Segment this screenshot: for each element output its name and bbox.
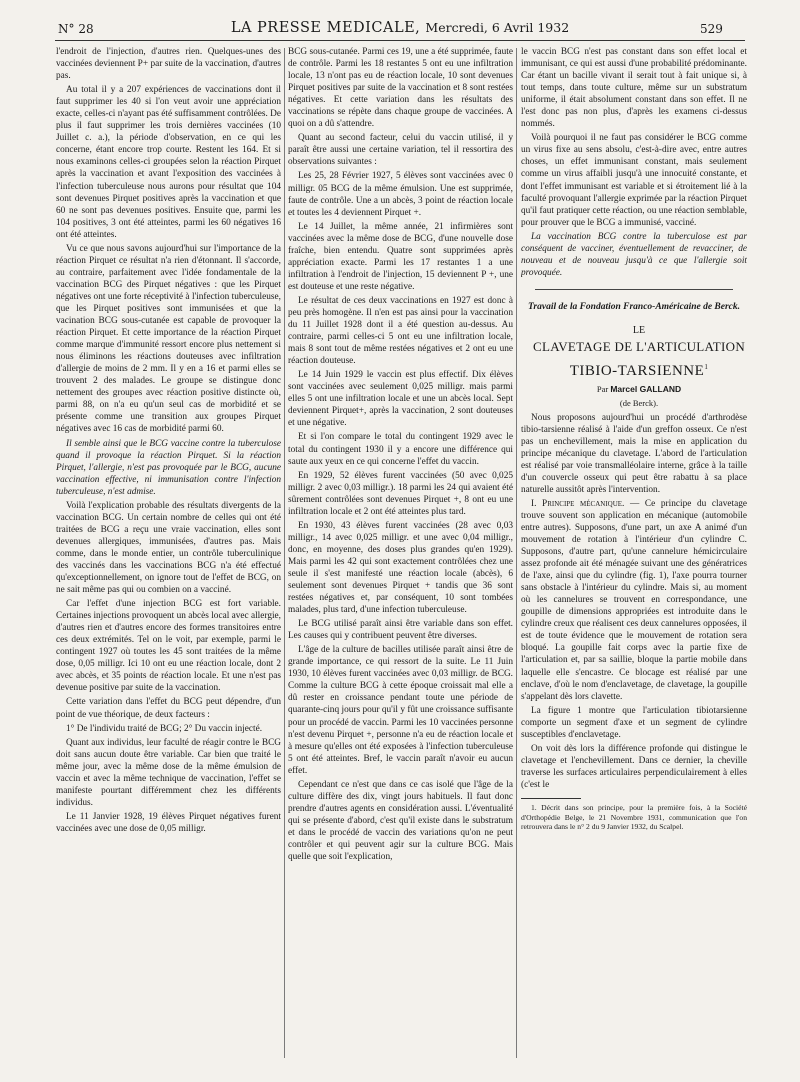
paragraph: Quant aux individus, leur faculté de réagir contre le BCG doit sans aucun doute être variable. Car bien que traité le même jour, avec la même dose de la même émulsion de vaccin et avec la même technique de vaccination, l'effet se manifeste pourtant différemment chez les différents individus.	[56, 737, 281, 808]
foundation-heading: Travail de la Fondation Franco-Américaine de Berck.	[527, 301, 741, 312]
paragraph: Quant au second facteur, celui du vaccin utilisé, il y paraît être aussi une certaine variation, tel il ressortira des observations suivantes :	[288, 133, 513, 168]
paragraph: La vaccination BCG contre la tuberculose est par conséquent de vacciner, éventuellement de revacciner, de nouveau et de nouveau jusqu'à ce que l'allergie soit provoquée.	[521, 231, 747, 278]
paragraph: Voilà pourquoi il ne faut pas considérer le BCG comme un virus fixe au sens absolu, c'est-à-dire avec, entre autres choses, un effet immunisant constant, mais seulement comme un virus affaibli jusqu'à une innocuité constante, et dont l'effet immunisant est variable et si étroitement lié à la faculté provoquant l'allergie exprimée par la réaction Pirquet qu'il faut pratiquer cette réaction, ou une réaction semblable, pour prouver que le BCG a immunisé, vacciné.	[521, 133, 747, 228]
paragraph: Cependant ce n'est que dans ce cas isolé que l'âge de la culture diffère des dix, vingt jours habituels. Il faut donc prendre d'autres agents en considération aussi. L'éventualité qui se présente d'abord, c'est qu'il existe dans le substratum et dans le procédé de vaccin des variations qu'on ne peut contrôler et qui peuvent agir sur la culture BCG. Mais quelle que soit l'explication,	[288, 779, 513, 863]
paragraph: En 1930, 43 élèves furent vaccinées (28 avec 0,03 milligr., 14 avec 0,025 milligr. et une avec 0,04 milligr., donc, en moyenne, des doses plus grandes qu'en 1929). Mais parmi les 42 qui sont exactement contrôlées chez une seule il s'est manifesté une réaction locale (abcès), 6 seulement sont devenues Pirquet + tandis que 36 sont restées négatives et, par conséquent, 10 sont tombées malades, plus tard, d'une infection tuberculeuse.	[288, 520, 513, 616]
paragraph: I. Principe mécanique. — Ce principe du clavetage trouve souvent son application en mécanique (automobile entre autres). Supposons, d'une part, un axe A animé d'un mouvement de rotation à l'intérieur d'un cylindre C. Supposons, d'autre part, qu'une cannelure hémicirculaire assez profonde ait été ménagée suivant une des génératrices de l'axe, ainsi que du cylindre (fig. 1), l'axe pourra tourner sans obstacle à l'intérieur du cylindre. Mais si, au moment où les cannelures se trouvent en correspondance, une goupille de dimensions appropriées est introduite dans le cylindre creux que réalisent ces deux cannelures opposées, il est de toute évidence que le mouvement de rotation sera bloqué. La goupille fait corps avec la partie fixe de l'articulation et, par sa saillie, bloque la partie mobile dans laquelle elle s'encastre. Ce blocage est réalisé par une enclave, d'où le nom d'enclavetage, de clavetage, la goupille s'appelant dès lors clavette.	[521, 498, 747, 702]
paragraph: l'endroit de l'injection, d'autres rien. Quelques-unes des vaccinées deviennent P+ par suite de la vaccination, d'autres pas.	[56, 47, 281, 82]
paragraph: Le 14 Juillet, la même année, 21 infirmières sont vaccinées avec la même dose de BCG, d'une nouvelle dose fraîche, bien entendu. Quatre sont supprimées après appréciation exacte. Parmi les 17 restantes 1 a une infiltration à l'endroit de l'injection, 15 deviennent P +, une est douteuse et une reste négative.	[288, 221, 513, 292]
paragraph: Car l'effet d'une injection BCG est fort variable. Certaines injections provoquent un abcès local avec allergie, d'autres rien et d'autres encore des formes transitoires entre ces deux extrémités. Tel on le voit, par exemple, parmi le contingent 1927 où toutes les 45 sont traitées de la même dose, 0,05 milligr. Ici 10 ont eu une réaction locale, dont 2 avec abcès, et 35 points de réaction locale. Et une n'est pas devenue positive par suite de la vaccination.	[56, 599, 281, 694]
issue-number: N° 28	[58, 22, 94, 36]
paragraph: On voit dès lors la différence profonde qui distingue le clavetage et l'enchevillement. Dans ce dernier, la cheville traverse les surfaces articulaires perpendiculairement à elles (c'est le	[521, 743, 747, 790]
paragraph: En 1929, 52 élèves furent vaccinées (50 avec 0,025 milligr. 2 avec 0,03 milligr.). 18 parmi les 24 qui avaient été sûrement contrôlées sont devenues Pirquet +, 8 ont eu une infiltration locale et 2 ont été atteintes plus tard.	[288, 470, 513, 517]
section-heading: I. Principe mécanique.	[531, 498, 625, 509]
article-body	[521, 412, 747, 791]
running-header	[0, 0, 800, 36]
article-continuation	[521, 46, 747, 279]
paragraph: Les 25, 28 Février 1927, 5 élèves sont vaccinées avec 0 milligr. 05 BCG de la même émulsion. Une est supprimée, faute de contrôle. Une a un abcès, 3 point de réaction locale et toutes les 4 deviennent Pirquet +.	[288, 171, 513, 218]
paragraph: Il semble ainsi que le BCG vaccine contre la tuberculose quand il provoque la réaction Pirquet. Si la réaction Pirquet, l'allergie, n'est pas provoquée par le BCG, aucune vaccination effective, ni immunisation contre l'infection tuberculeuse, n'est admise.	[56, 438, 281, 497]
article-separator	[535, 289, 733, 290]
column-divider	[284, 48, 285, 1058]
column-1	[56, 46, 281, 1066]
paragraph: Nous proposons aujourd'hui un procédé d'arthrodèse tibio-tarsienne réalisé à l'aide d'un greffon osseux. Ce n'est pas un enchevillement, mais la mise en application du principe mécanique du clavetage. L'abord de l'articulation est réalisé par voie transmalléolaire interne, grâce à la taille d'un couvercle osseux qui peut être rabattu à sa place naturelle aussitôt après l'intervention.	[521, 412, 747, 495]
journal-title-line: LA PRESSE MEDICALE, Mercredi, 6 Avril 1932	[230, 20, 570, 36]
paragraph: La figure 1 montre que l'articulation tibiotarsienne comporte un segment d'axe et un segment de cylindre susceptibles d'enclavetage.	[521, 705, 747, 740]
article-title-line-1: CLAVETAGE DE L'ARTICULATION	[532, 339, 746, 355]
author-affiliation: (de Berck).	[619, 398, 659, 409]
paragraph: Le résultat de ces deux vaccinations en 1927 est donc à peu près homogène. Il n'en est pas ainsi pour la vaccination du 11 Juillet 1928 dont il a été question au-dessus. Au contraire, parmi celles-ci 5 ont eu une infiltration locale, mais 8 sont tout de même restées négatives et 2 ont eu une réaction douteuse.	[288, 295, 513, 367]
footnote: 1. Décrit dans son principe, pour la première fois, à la Société d'Orthopédie Belge, le 21 Novembre 1931, communication que l'on retrouvera dans le n° 2 du 9 Janvier 1932, du Scalpel.	[521, 802, 747, 832]
issue-date: Mercredi, 6 Avril 1932	[425, 20, 570, 35]
paragraph: BCG sous-cutanée. Parmi ces 19, une a été supprimée, faute de contrôle. Parmi les 18 restantes 5 ont eu une infiltration locale, 13 n'ont pas eu de réaction locale, 10 sont devenues Pirquet positives par suite de la vaccination et 8 sont restées négatives. Et cette variation dans les résultats des vaccinations se répète dans chaque groupe de vaccinées. A quoi on a dû s'attendre.	[288, 47, 513, 130]
article-title-text: TIBIO-TARSIENNE	[569, 363, 705, 380]
footnote-rule	[521, 798, 581, 799]
column-divider	[516, 48, 517, 1058]
paragraph: Et si l'on compare le total du contingent 1929 avec le total du contingent 1930 il y a encore une différence qui saute aux yeux en ce qui concerne l'effet du vaccin.	[288, 432, 513, 467]
paragraph: 1° De l'individu traité de BCG; 2° Du vaccin injecté.	[66, 723, 263, 734]
byline	[521, 383, 747, 395]
header-rule	[55, 40, 745, 41]
paragraph: Cette variation dans l'effet du BCG peut dépendre, d'un point de vue théorique, de deux facteurs :	[56, 697, 281, 720]
byline-prefix: Par	[596, 384, 609, 395]
journal-name: LA PRESSE MEDICALE	[230, 20, 416, 36]
paragraph: Le 14 Juin 1929 le vaccin est plus effectif. Dix élèves sont vaccinées avec seulement 0,025 milligr. mais parmi elles 5 ont une infiltration locale et une un abcès local. Sept deviennent Pirquet+, après la vaccination, 2 sont douteuses et une négative.	[288, 370, 513, 429]
paragraph: L'âge de la culture de bacilles utilisée paraît ainsi être de grande importance, ce qui ressort de la suite. Le 11 Juin 1930, 10 élèves furent vaccinées avec 0,03 milligr. de BCG. Comme la culture BCG à cette époque croissait mal elle a dû rester en croissance pendant toute une période de quarante-cinq jours pour qu'il y fût une croissance suffisante pour un procédé de vaccin. Parmi les 10 vaccinées personne n'est devenu Pirquet +, personne n'a eu de réaction locale et à mesure qu'elles ont été exposées à l'infection tuberculeuse 5 ont été atteintes. Bref, le vaccin paraît n'avoir eu aucun effet.	[288, 645, 513, 776]
paragraph: Voilà l'explication probable des résultats divergents de la vaccination BCG. Un certain nombre de celles qui ont été traitées de BCG a reçu une vraie vaccination, elles sont devenues allergiques, immunisées, d'autres pas. Mais comme, dans le monde entier, un contrôle tuberculinique des vaccinés dans les vaccinations BCG n'a été effectué qu'exceptionnellement, on ignore tout de l'effet de BCG, on ne sait même pas qui ou combien on a vacciné.	[56, 500, 281, 596]
article-title-article: LE	[632, 325, 646, 337]
footnote-marker: 1	[704, 363, 709, 372]
page-number: 529	[700, 22, 723, 36]
paragraph: Vu ce que nous savons aujourd'hui sur l'importance de la réaction Pirquet ce résultat n'a rien d'étonnant. Il s'accorde, au contraire, parfaitement avec l'idée fondamentale de la vaccination BCG des Pirquet négatives : que les Pirquet négatives ont une forte réceptivité à l'infection tuberculeuse, que les Pirquet positives sont immunisées et que la vacination BCG sous-cutanée est capable de provoquer la réaction Pirquet. Et cette importance de la réaction Pirquet comme marque d'immunité ressort encore plus nettement si nous éliminons les réactions douteuses avec infiltration d'allergie de moins de 2 mm. Il y en a 16 et parmi elles se trouvent 2 des malades. Le groupe se distingue donc nettement des groupes avec réaction positive distincte où, parmi 88, on n'a eu qu'un seul cas de morbidité et se présente comme une transition aux groupes Pirquet négatives avec 16 cas de morbidité parmi 60.	[56, 243, 281, 435]
paragraph: Le 11 Janvier 1928, 19 élèves Pirquet négatives furent vaccinées avec une dose de 0,05 milligr.	[56, 811, 281, 834]
article-title-line-2	[521, 357, 747, 381]
column-3	[521, 46, 747, 1066]
paragraph: Le BCG utilisé paraît ainsi être variable dans son effet. Les causes qui y contribuent peuvent être diverses.	[288, 619, 513, 642]
author-name: Marcel GALLAND	[610, 384, 682, 395]
column-2	[288, 46, 513, 1066]
paragraph: Au total il y a 207 expériences de vaccinations dont il faut supprimer les 40 si l'on veut avoir une appréciation exacte, celles-ci n'ayant pas été suffisamment contrôlées. De plus il faut supprimer les trois dernières vaccinées (10 Juillet c. a.), la période d'observation, en ce qui les concerne, étant encore trop courte. Restent les 164. Et si nous examinons celles-ci groupées selon la réaction Pirquet après la vaccination et avant l'exposition des vaccinées à l'infection tuberculeuse nous aurons pour résultat que 104 sont devenues Pirquet positives après la vaccination et que 60 ne sont pas devenues positives. Ensuite que, parmi les 104 positives, 3 ont été atteintes, parmi les 60 négatives 16 ont été atteintes.	[56, 85, 281, 240]
paragraph: le vaccin BCG n'est pas constant dans son effet local et immunisant, ce qui est aussi d'une probabilité prédominante. Car étant un bacille vivant il serait tout à fait unique si, à tout temps, dans toute culture, même sur un substratum uniforme, il était absolument constant dans son effet. Il ne l'est donc pas non plus, d'après les examens ci-dessus nommés.	[521, 47, 747, 130]
